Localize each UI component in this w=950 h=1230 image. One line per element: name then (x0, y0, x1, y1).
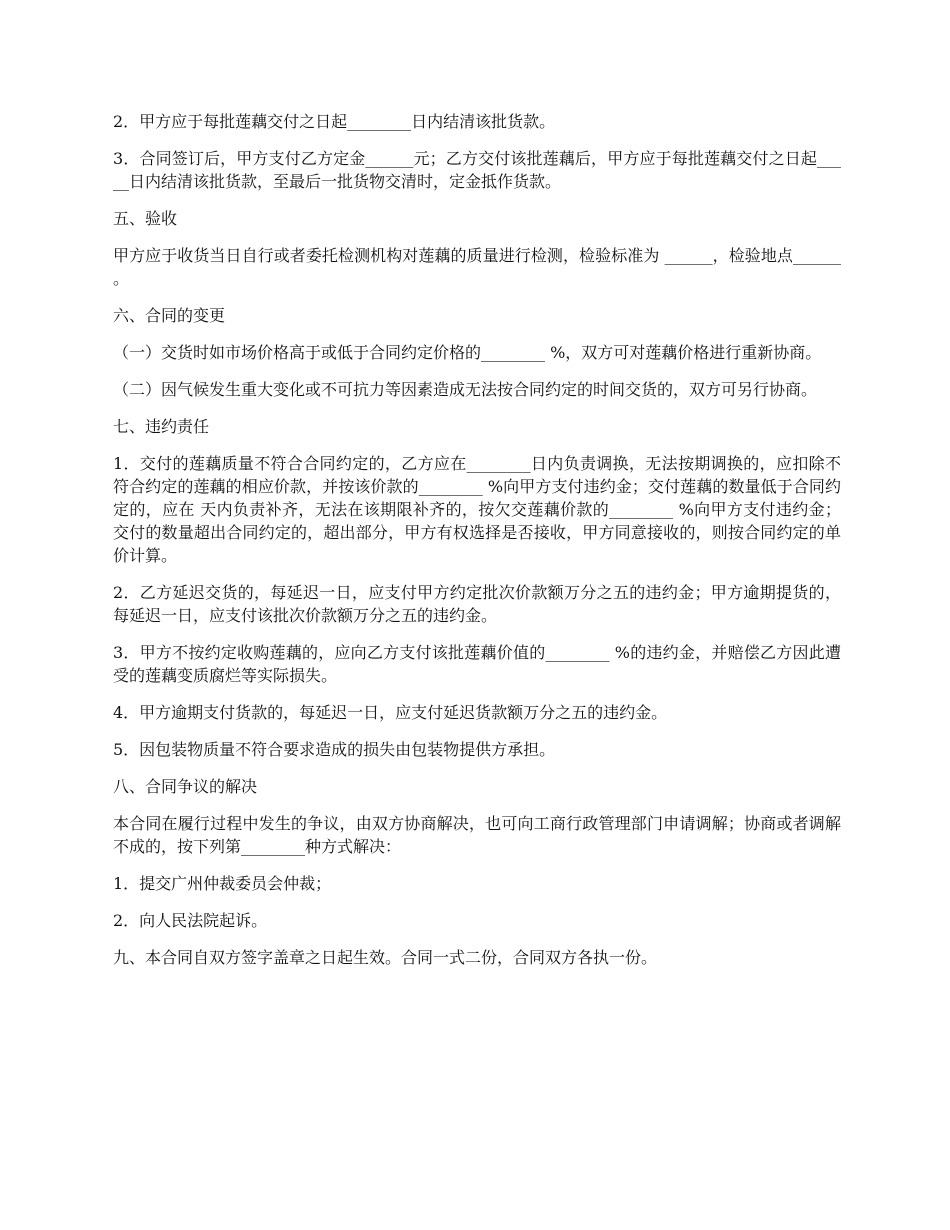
clause-liability-3: 3．甲方不按约定收购莲藕的，应向乙方支付该批莲藕价值的________ %的违约金，并赔偿乙方因此遭受的莲藕变质腐烂等实际损失。 (113, 643, 841, 685)
section-heading-inspection: 五、验收 (113, 209, 178, 228)
clause-liability-1: 1．交付的莲藕质量不符合合同约定的，乙方应在________日内负责调换，无法按期调换的，应扣除不符合约定的莲藕的相应价款，并按该价款的________ %向甲方支付违约金；交付莲藕的数量低于合同约定的，应在 天内负责补齐，无法在该期限补齐的，按欠交莲藕价款的________ %向甲方支付违约金；交付的数量超出合同约定的，超出部分，甲方有权选择是否接收，甲方同意接收的，则按合同约定的单价计算。 (113, 454, 841, 565)
clause-dispute-option-1: 1．提交广州仲裁委员会仲裁； (113, 874, 332, 893)
document-page (113, 110, 841, 983)
section-heading-liability: 七、违约责任 (113, 417, 210, 436)
section-heading-dispute: 八、合同争议的解决 (113, 777, 258, 796)
section-heading-amendment: 六、合同的变更 (113, 306, 226, 325)
clause-liability-5: 5．因包装物质量不符合要求造成的损失由包装物提供方承担。 (113, 740, 556, 759)
clause-amendment-1: （一）交货时如市场价格高于或低于合同约定价格的________ %，双方可对莲藕价格进行重新协商。 (113, 343, 822, 362)
clause-amendment-2: （二）因气候发生重大变化或不可抗力等因素造成无法按合同约定的时间交货的，双方可另行协商。 (113, 380, 818, 399)
clause-liability-2: 2．乙方延迟交货的，每延迟一日，应支付甲方约定批次价款额万分之五的违约金；甲方逾期提货的，每延迟一日，应支付该批次价款额万分之五的违约金。 (113, 583, 841, 625)
clause-inspection: 甲方应于收货当日自行或者委托检测机构对莲藕的质量进行检测，检验标准为 ______，检验地点______ 。 (113, 246, 841, 288)
clause-effectiveness: 九、本合同自双方签字盖章之日起生效。合同一式二份，合同双方各执一份。 (113, 948, 658, 967)
clause-dispute: 本合同在履行过程中发生的争议，由双方协商解决，也可向工商行政管理部门申请调解；协商或者调解不成的，按下列第________种方式解决： (113, 814, 841, 856)
clause-payment-3: 3．合同签订后，甲方支付乙方定金______元；乙方交付该批莲藕后，甲方应于每批莲藕交付之日起_____日内结清该批货款，至最后一批货物交清时，定金抵作货款。 (113, 149, 841, 191)
clause-dispute-option-2: 2．向人民法院起诉。 (113, 911, 268, 930)
clause-liability-4: 4．甲方逾期支付货款的，每延迟一日，应支付延迟货款额万分之五的违约金。 (113, 703, 668, 722)
clause-payment-2: 2．甲方应于每批莲藕交付之日起________日内结清该批货款。 (113, 112, 556, 131)
